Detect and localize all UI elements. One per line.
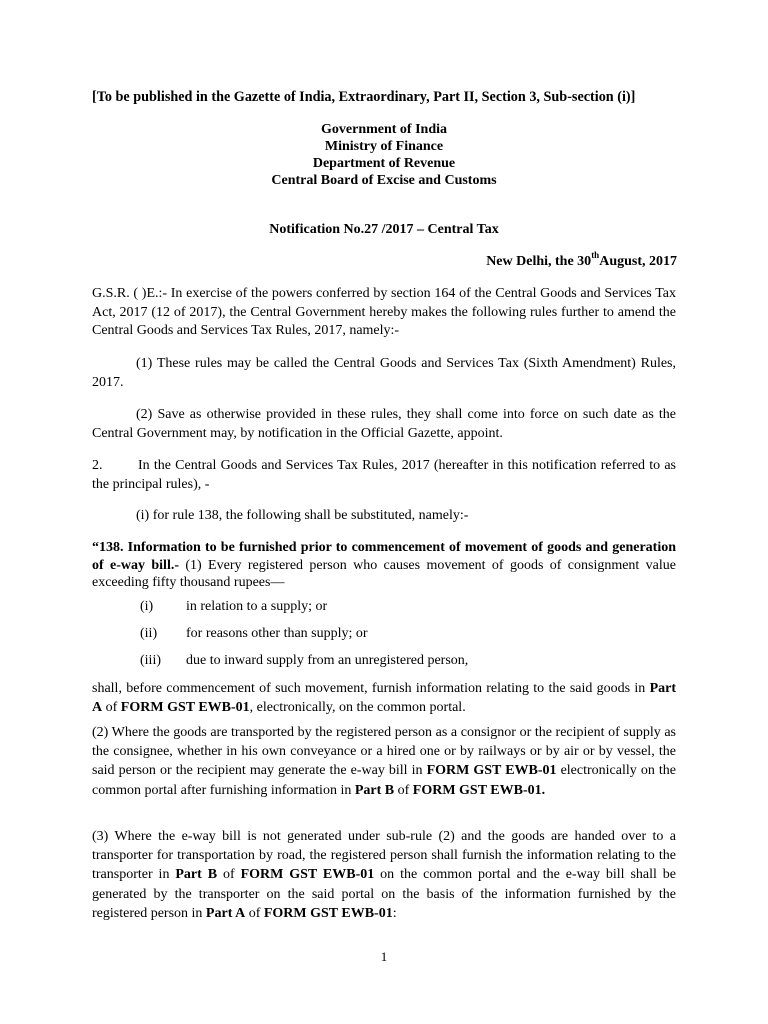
list-item-number: (iii) [140, 653, 161, 668]
sub-rule-2-paragraph [92, 723, 676, 800]
text-run: of [245, 905, 264, 921]
text-run: on the common portal and the e-way bill shall be generated by the transporter on the said portal on the basis of the information furnished by the registered person in [92, 867, 677, 921]
date-prefix: New Delhi, the 30 [486, 254, 592, 269]
text-run: shall, before commencement of such movement, furnish information relating to the said goods in [92, 681, 650, 696]
text-run: of [394, 782, 413, 798]
text-run: (3) Where the e-way bill is not generated under sub-rule (2) and the goods are handed over to a transporter for transportation by road, the registered person shall furnish the information relating to the transporter in [92, 829, 676, 883]
rule-substitution-intro: (i) for rule 138, the following shall be substituted, namely:- [136, 508, 469, 523]
department-line: Department of Revenue [312, 156, 456, 171]
paragraph-number-2: 2. [92, 458, 103, 473]
text-run: electronically on the common portal after furnishing information in [92, 763, 676, 798]
principal-rules-text: In the Central Goods and Services Tax Rules, 2017 (hereafter in this notification referred to as the principal rules), - [92, 458, 676, 492]
government-line: Government of India [321, 122, 447, 137]
rule-138-paragraph [92, 539, 676, 592]
form-ref: FORM GST EWB-01 [120, 700, 250, 715]
list-item-text: in relation to a supply; or [186, 599, 328, 614]
shall-furnish-paragraph [92, 679, 676, 717]
form-ref: FORM GST EWB-01 [426, 763, 557, 779]
part-a-ref: Part A [92, 681, 676, 715]
date-suffix: August, 2017 [599, 254, 677, 269]
list-item-number: (ii) [140, 626, 158, 641]
notification-title: Notification No.27 /2017 – Central Tax [269, 222, 499, 237]
sub-rule-3-paragraph [92, 827, 676, 923]
rule-paragraph-1: (1) These rules may be called the Central Goods and Services Tax (Sixth Amendment) Rules, 2017. [92, 356, 676, 390]
page-number: 1 [380, 949, 388, 964]
text-run: : [392, 905, 397, 921]
principal-rules-paragraph [92, 457, 676, 494]
ministry-line: Ministry of Finance [324, 139, 444, 154]
part-a-ref: Part A [205, 905, 246, 921]
rule-138-heading: “138. Information to be furnished prior to commencement of movement of goods and generation of e-way bill.- [92, 540, 676, 573]
date-superscript: th [591, 250, 600, 261]
part-b-ref: Part B [354, 782, 395, 798]
gsr-paragraph: G.S.R. ( )E.:- In exercise of the powers conferred by section 164 of the Central Goods and Services Tax Act, 2017 (12 of 2017), the Central Government hereby makes the following rules further to amend the Central Goods and Services Tax Rules, 2017, namely:- [92, 286, 676, 338]
text-run: of [217, 867, 241, 883]
board-line: Central Board of Excise and Customs [271, 173, 497, 188]
notification-date [486, 250, 677, 271]
gazette-heading: [To be published in the Gazette of India, Extraordinary, Part II, Section 3, Sub-section (i)] [92, 89, 636, 105]
form-ref: FORM GST EWB-01 [263, 905, 393, 921]
part-b-ref: Part B [175, 867, 218, 883]
text-run: of [102, 700, 121, 715]
list-item-text: for reasons other than supply; or [186, 626, 368, 641]
rule-138-text: (1) Every registered person who causes movement of goods of consignment value exceeding fifty thousand rupees— [92, 557, 677, 590]
rule-paragraph-2: (2) Save as otherwise provided in these rules, they shall come into force on such date as the Central Government may, by notification in the Official Gazette, appoint. [92, 407, 676, 441]
list-item-text: due to inward supply from an unregistered person, [186, 653, 469, 668]
form-ref: FORM GST EWB-01. [412, 782, 546, 798]
text-run: (2) Where the goods are transported by the registered person as a consignor or the recipient of supply as the consignee, whether in his own conveyance or a hired one or by railways or by air or by vessel, the said person or the recipient may generate the e-way bill in [92, 725, 676, 779]
list-item-number: (i) [140, 599, 154, 614]
form-ref: FORM GST EWB-01 [240, 867, 375, 883]
text-run: , electronically, on the common portal. [249, 700, 466, 715]
